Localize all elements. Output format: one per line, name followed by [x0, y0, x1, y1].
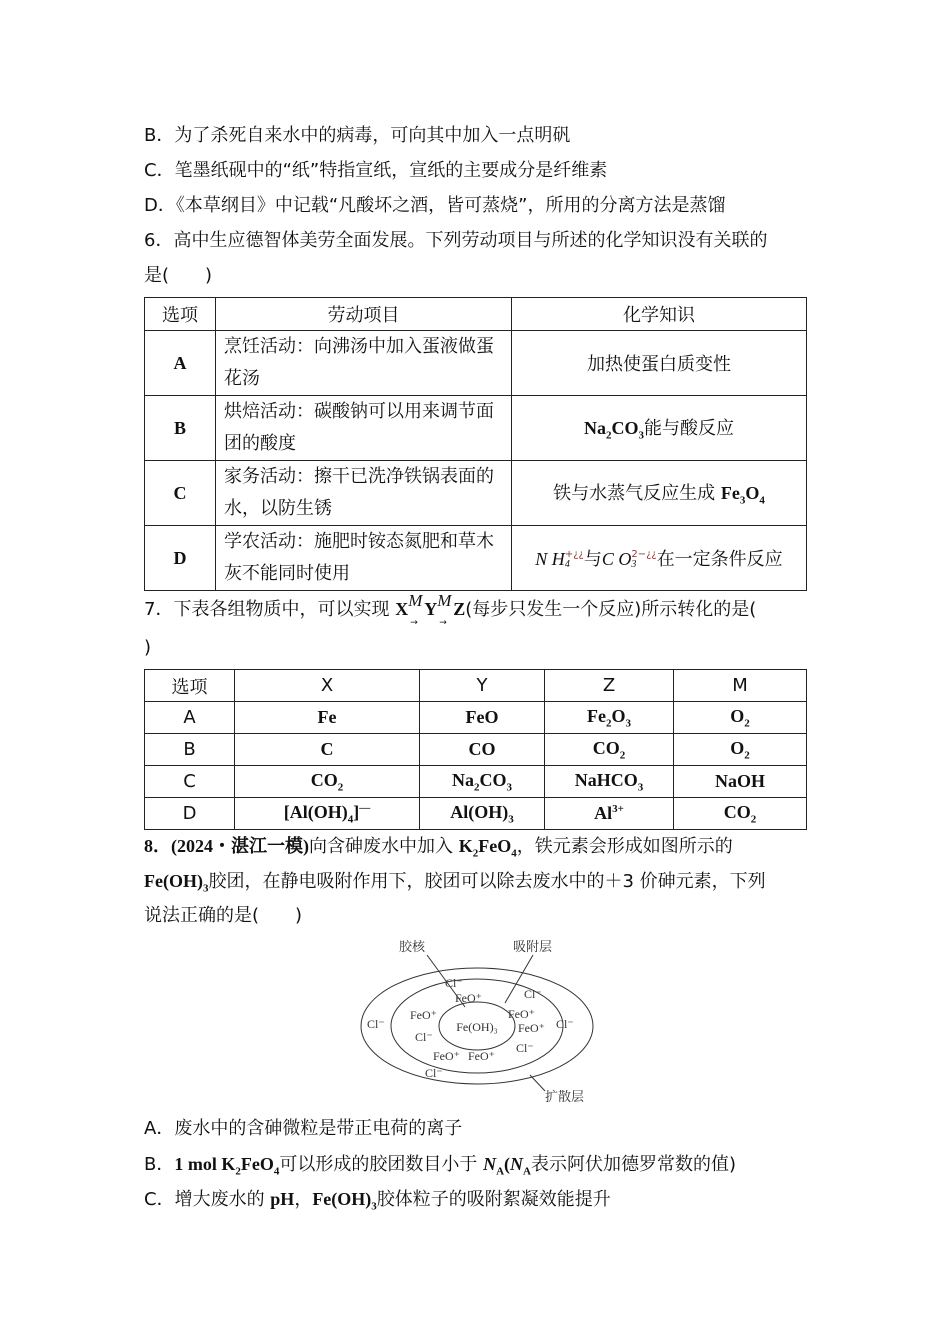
ion-cl: Cl⁻ [516, 1041, 534, 1055]
diffuse-pointer-line [530, 1075, 545, 1091]
q7-header-y: Y [420, 670, 545, 702]
q6-option-cell: C [145, 461, 216, 526]
q7-y-cell: $Al(OH)_3$ [420, 798, 545, 830]
q6-labor-cell: 家务活动：擦干已洗净铁锅表面的水，以防生锈 [216, 461, 512, 526]
q6-knowledge-cell: 加热使蛋白质变性 [512, 331, 807, 396]
q7-option-cell: A [145, 702, 235, 734]
q7-header-option: 选项 [145, 670, 235, 702]
label-adsorb: 吸附层 [513, 940, 553, 955]
q7-x-cell: $[Al(OH)_4]^—$ [235, 798, 420, 830]
q7-m-cell: $O_2$ [674, 734, 807, 766]
q8-option-b: B．1 mol $K_2FeO_4$可以形成的胶团数目小于 $N_A(N_A$表示阿伏加德罗常数的值) [144, 1154, 737, 1178]
core-formula: Fe(OH)₃ [456, 1020, 498, 1034]
ion-cl: Cl⁻ [367, 1017, 385, 1031]
q6-option-cell: D [145, 526, 216, 591]
q5-option-d: D．《本草纲目》中记载“凡酸坏之酒，皆可蒸烧”，所用的分离方法是蒸馏 [144, 195, 726, 216]
q6-knowledge-cell: 铁与水蒸气反应生成 $Fe_3O_4$ [512, 461, 807, 526]
q7-x-cell: $CO_2$ [235, 766, 420, 798]
q6-row-a [145, 331, 807, 396]
q7-z-cell: $Al^{3+}$ [545, 798, 674, 830]
q6-labor-cell: 烹饪活动：向沸汤中加入蛋液做蛋花汤 [216, 331, 512, 396]
q7-row-c [145, 766, 807, 798]
q6-header-labor: 劳动项目 [216, 298, 512, 331]
q7-stem-line2: ) [144, 637, 152, 658]
q7-y-cell: $Na_2CO_3$ [420, 766, 545, 798]
q7-header-x: X [235, 670, 420, 702]
micelle-diagram [355, 935, 595, 1105]
ion-feo: FeO⁺ [455, 991, 482, 1005]
q6-row-b [145, 396, 807, 461]
q6-header-option: 选项 [145, 298, 216, 331]
ion-cl: Cl⁻ [425, 1066, 443, 1080]
ion-feo: FeO⁺ [518, 1021, 545, 1035]
q7-table [144, 669, 807, 830]
q6-knowledge-cell: N H +¿¿ 4 与C O 2−¿¿ 3 在一定条件反应 [512, 526, 807, 591]
q7-z-cell: NaHCO$_3$ [545, 766, 674, 798]
q5-option-b: B．为了杀死自来水中的病毒，可向其中加入一点明矾 [144, 125, 571, 146]
q8-stem-line1: 8．(2024・湛江一模)向含砷废水中加入 $K_2FeO_4$，铁元素会形成如图所示的 [144, 836, 733, 860]
q8-option-a: A．废水中的含砷微粒是带正电荷的离子 [144, 1118, 463, 1139]
q7-option-cell: B [145, 734, 235, 766]
label-core: 胶核 [399, 940, 426, 955]
q7-row-a [145, 702, 807, 734]
q8-stem-line2: $Fe(OH)_3$胶团，在静电吸附作用下，胶团可以除去废水中的＋3 价砷元素，下列 [144, 871, 766, 895]
q7-m-cell: $O_2$ [674, 702, 807, 734]
q7-y-cell: FeO [420, 702, 545, 734]
q7-row-b [145, 734, 807, 766]
q7-x-cell: Fe [235, 702, 420, 734]
q6-option-cell: B [145, 396, 216, 461]
q8-option-c: C．增大废水的 pH，$Fe(OH)_3$胶体粒子的吸附絮凝效能提升 [144, 1189, 611, 1213]
q7-x-cell: C [235, 734, 420, 766]
q6-table [144, 297, 807, 591]
q7-option-cell: C [145, 766, 235, 798]
ion-cl: Cl⁻ [556, 1017, 574, 1031]
ion-feo: FeO⁺ [508, 1007, 535, 1021]
q6-option-cell: A [145, 331, 216, 396]
q6-labor-cell: 学农活动：施肥时铵态氮肥和草木灰不能同时使用 [216, 526, 512, 591]
q6-stem-line1: 6．高中生应德智体美劳全面发展。下列劳动项目与所述的化学知识没有关联的 [144, 230, 768, 251]
q8-stem-line3: 说法正确的是( ) [144, 905, 303, 926]
q7-stem-line1: 7．下表各组物质中，可以实现 X M → Y M → Z(每步只发生一个反应)所示转化的是( [144, 591, 757, 628]
q7-z-cell: $CO_2$ [545, 734, 674, 766]
ion-cl: Cl⁻ [415, 1030, 433, 1044]
q7-m-cell: $CO_2$ [674, 798, 807, 830]
q6-stem-line2: 是( ) [144, 265, 213, 286]
q7-y-cell: CO [420, 734, 545, 766]
ion-cl: Cl⁻ [524, 987, 542, 1001]
q7-header-z: Z [545, 670, 674, 702]
label-diffuse: 扩散层 [545, 1090, 585, 1105]
q7-row-d [145, 798, 807, 830]
ion-feo: FeO⁺ [468, 1049, 495, 1063]
q6-row-c [145, 461, 807, 526]
ion-feo: FeO⁺ [410, 1008, 437, 1022]
q7-z-cell: $Fe_2O_3$ [545, 702, 674, 734]
q7-header-m: M [674, 670, 807, 702]
q5-option-c: C．笔墨纸砚中的“纸”特指宣纸，宣纸的主要成分是纤维素 [144, 160, 608, 181]
q6-labor-cell: 烘焙活动：碳酸钠可以用来调节面团的酸度 [216, 396, 512, 461]
q6-row-d [145, 526, 807, 591]
q7-option-cell: D [145, 798, 235, 830]
ion-cl: Cl⁻ [445, 976, 463, 990]
q6-header-knowledge: 化学知识 [512, 298, 807, 331]
q6-knowledge-cell: $Na_2CO_3$能与酸反应 [512, 396, 807, 461]
q7-m-cell: NaOH [674, 766, 807, 798]
ion-feo: FeO⁺ [433, 1049, 460, 1063]
